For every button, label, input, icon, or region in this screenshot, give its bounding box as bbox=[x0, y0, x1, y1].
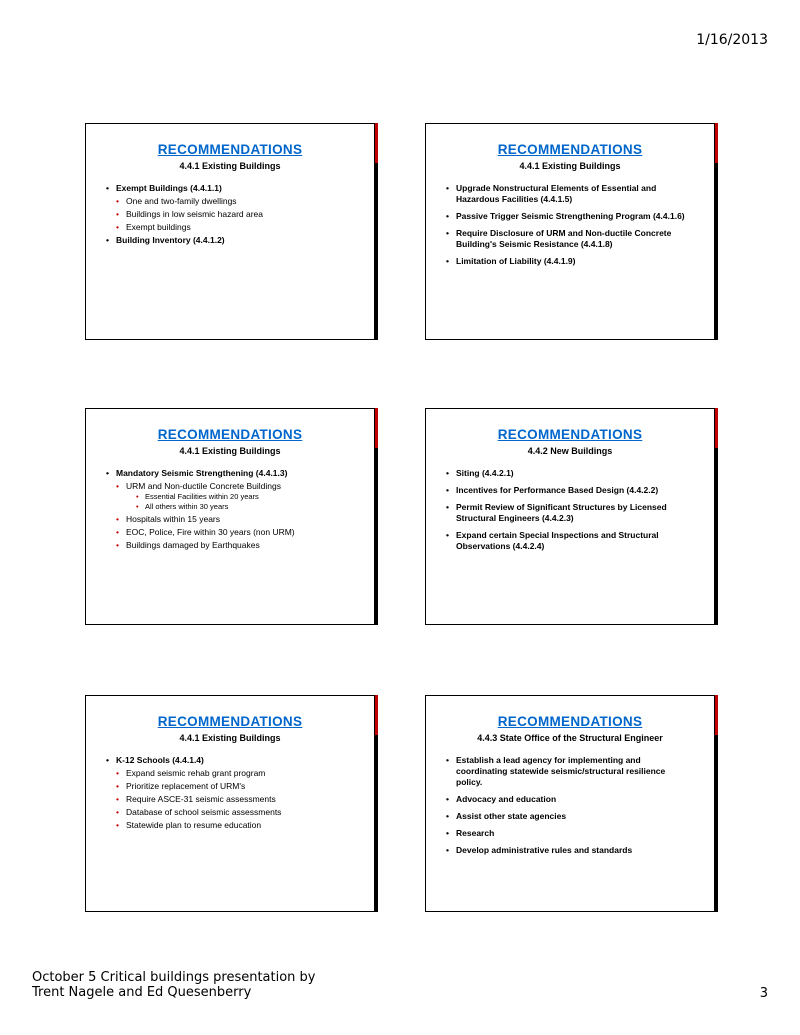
sub-bullet-item: • Exempt buildings bbox=[116, 222, 352, 233]
sub-bullet-item: • Statewide plan to resume education bbox=[116, 820, 352, 831]
footer-caption bbox=[32, 970, 316, 1000]
bullet-item: • Expand certain Special Inspections and Structural Observations (4.4.2.4) bbox=[446, 530, 692, 552]
footer-line-2: Trent Nagele and Ed Quesenberry bbox=[32, 985, 252, 1000]
sub-bullet-item: • Require ASCE-31 seismic assessments bbox=[116, 794, 352, 805]
slide-title: RECOMMENDATIONS bbox=[157, 427, 303, 442]
slide-1 bbox=[85, 123, 375, 340]
slide-2 bbox=[425, 123, 715, 340]
page-number: 3 bbox=[759, 986, 768, 1001]
bullet-item: • Research bbox=[446, 828, 692, 839]
date: 1/16/2013 bbox=[696, 32, 768, 48]
bullet-item: • Establish a lead agency for implementing and coordinating statewide seismic/structural resilience policy. bbox=[446, 755, 692, 788]
slide-subtitle: 4.4.1 Existing Buildings bbox=[179, 446, 281, 456]
slide-title: RECOMMENDATIONS bbox=[497, 142, 643, 157]
bullet-text: Exempt Buildings (4.4.1.1) bbox=[116, 183, 222, 193]
slide-5 bbox=[85, 695, 375, 912]
sub-bullet-item: • Buildings damaged by Earthquakes bbox=[116, 540, 352, 551]
bullet-item: • Advocacy and education bbox=[446, 794, 692, 805]
sub-bullet-item: • Expand seismic rehab grant program bbox=[116, 768, 352, 779]
bullet-item bbox=[106, 183, 352, 233]
bullet-item: • Siting (4.4.2.1) bbox=[446, 468, 692, 479]
bullet-item: • Incentives for Performance Based Design (4.4.2.2) bbox=[446, 485, 692, 496]
sub-bullet-item bbox=[116, 481, 352, 512]
sub-bullet-item: • Buildings in low seismic hazard area bbox=[116, 209, 352, 220]
slide-subtitle: 4.4.1 Existing Buildings bbox=[179, 161, 281, 171]
slide-4 bbox=[425, 408, 715, 625]
sub-bullet-text: URM and Non-ductile Concrete Buildings bbox=[126, 481, 281, 491]
bullet-item: • Assist other state agencies bbox=[446, 811, 692, 822]
slide-6 bbox=[425, 695, 715, 912]
bullet-item bbox=[106, 468, 352, 551]
bullet-item: • Building Inventory (4.4.1.2) bbox=[106, 235, 352, 246]
slide-title: RECOMMENDATIONS bbox=[157, 714, 303, 729]
sub-bullet-item: • Hospitals within 15 years bbox=[116, 514, 352, 525]
slide-subtitle: 4.4.1 Existing Buildings bbox=[519, 161, 621, 171]
slide-subtitle: 4.4.3 State Office of the Structural Engineer bbox=[477, 733, 663, 743]
bullet-item: • Upgrade Nonstructural Elements of Essential and Hazardous Facilities (4.4.1.5) bbox=[446, 183, 692, 205]
bullet-text: K-12 Schools (4.4.1.4) bbox=[116, 755, 204, 765]
bullet-item bbox=[106, 755, 352, 831]
slide-3 bbox=[85, 408, 375, 625]
bullet-item: • Permit Review of Significant Structures by Licensed Structural Engineers (4.4.2.3) bbox=[446, 502, 692, 524]
bullet-item: • Passive Trigger Seismic Strengthening Program (4.4.1.6) bbox=[446, 211, 692, 222]
bullet-text: Mandatory Seismic Strengthening (4.4.1.3) bbox=[116, 468, 288, 478]
sub-bullet-item: • EOC, Police, Fire within 30 years (non URM) bbox=[116, 527, 352, 538]
slide-title: RECOMMENDATIONS bbox=[497, 714, 643, 729]
slide-subtitle: 4.4.2 New Buildings bbox=[527, 446, 613, 456]
slide-title: RECOMMENDATIONS bbox=[497, 427, 643, 442]
footer-line-1: October 5 Critical buildings presentation by bbox=[32, 970, 316, 985]
sub-sub-bullet-item: • Essential Facilities within 20 years bbox=[136, 492, 352, 502]
slide-title: RECOMMENDATIONS bbox=[157, 142, 303, 157]
sub-sub-bullet-item: • All others within 30 years bbox=[136, 502, 352, 512]
sub-bullet-item: • Prioritize replacement of URM's bbox=[116, 781, 352, 792]
sub-bullet-item: • One and two-family dwellings bbox=[116, 196, 352, 207]
bullet-item: • Limitation of Liability (4.4.1.9) bbox=[446, 256, 692, 267]
slide-subtitle: 4.4.1 Existing Buildings bbox=[179, 733, 281, 743]
bullet-item: • Require Disclosure of URM and Non-ductile Concrete Building's Seismic Resistance (4.4.1.8) bbox=[446, 228, 692, 250]
bullet-item: • Develop administrative rules and standards bbox=[446, 845, 692, 856]
sub-bullet-item: • Database of school seismic assessments bbox=[116, 807, 352, 818]
